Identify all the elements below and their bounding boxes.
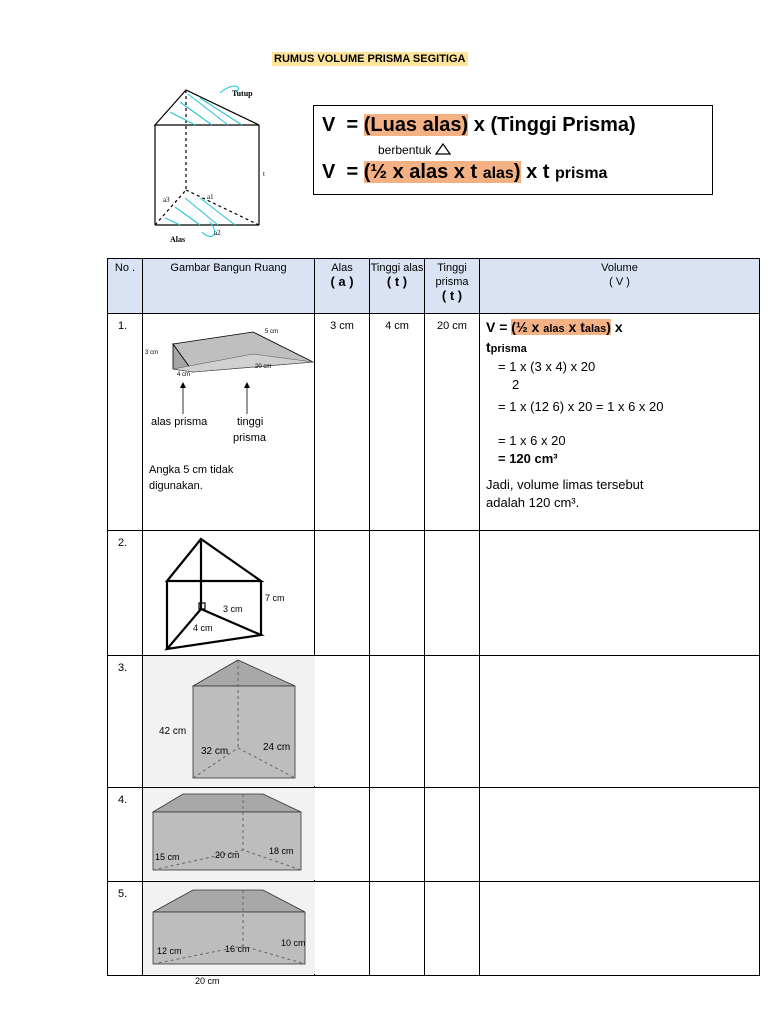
row-number: 4. xyxy=(108,788,143,882)
svg-text:12 cm: 12 cm xyxy=(157,946,182,956)
table-header-row xyxy=(108,259,760,314)
cell-tinggi-prisma xyxy=(425,656,480,788)
cell-alas xyxy=(315,656,370,788)
volume-formula-2: tprisma xyxy=(486,339,527,355)
step-1: = 1 x (3 x 4) x 20 xyxy=(498,359,596,374)
step-3: = 1 x 6 x 20 xyxy=(498,433,566,448)
cell-volume xyxy=(480,531,760,656)
cell-tinggi-alas xyxy=(370,656,425,788)
svg-text:3 cm: 3 cm xyxy=(145,350,159,356)
cell-alas: 3 cm xyxy=(315,314,370,531)
formula-box xyxy=(313,105,713,195)
prism-figure-3 xyxy=(143,656,315,786)
label-prisma: prisma xyxy=(233,432,267,444)
svg-text:10 cm: 10 cm xyxy=(281,938,306,948)
label-a3: a3 xyxy=(163,196,170,204)
cell-alas xyxy=(315,788,370,882)
cell-volume xyxy=(480,788,760,882)
formula-line-2: berbentuk xyxy=(378,143,451,157)
label-alas-prisma: alas prisma xyxy=(151,416,208,428)
svg-text:18 cm: 18 cm xyxy=(269,846,294,856)
page-title: RUMUS VOLUME PRISMA SEGITIGA xyxy=(274,53,466,65)
prism-diagram xyxy=(150,82,280,252)
label-a2: a2 xyxy=(214,229,221,237)
svg-text:7 cm: 7 cm xyxy=(265,593,285,603)
svg-text:20 cm: 20 cm xyxy=(215,850,240,860)
row-3-picture xyxy=(143,656,315,788)
prism-table xyxy=(107,258,760,976)
step-2: = 1 x (12 6) x 20 = 1 x 6 x 20 xyxy=(498,399,664,414)
svg-text:42 cm: 42 cm xyxy=(159,726,187,737)
row-4-picture xyxy=(143,788,315,882)
cell-alas xyxy=(315,531,370,656)
conclusion-1: Jadi, volume limas tersebut xyxy=(486,477,644,492)
row-number: 5. xyxy=(108,882,143,976)
note-line-2: digunakan. xyxy=(149,480,203,492)
note-line-1: Angka 5 cm tidak xyxy=(149,464,234,476)
cell-volume xyxy=(480,882,760,976)
cell-tinggi-alas xyxy=(370,788,425,882)
step-1-den: 2 xyxy=(512,377,520,392)
header-tinggi-prisma: Tinggi prisma ( t ) xyxy=(425,259,480,314)
svg-text:32 cm: 32 cm xyxy=(201,746,229,757)
row-5-bottom-label: 20 cm xyxy=(195,976,220,986)
cell-tinggi-prisma xyxy=(425,531,480,656)
table-row xyxy=(108,882,760,976)
cell-tinggi-alas xyxy=(370,531,425,656)
table-row xyxy=(108,788,760,882)
row-number: 2. xyxy=(108,531,143,656)
row-number: 1. xyxy=(108,314,143,531)
prism-figure-2 xyxy=(143,531,315,655)
table-row xyxy=(108,531,760,656)
label-tinggi: tinggi xyxy=(237,416,264,428)
step-4: = 120 cm³ xyxy=(498,451,558,466)
label-alas: Alas xyxy=(170,235,186,244)
prism-figure-4 xyxy=(143,788,315,880)
header-no: No . xyxy=(108,259,143,314)
cell-alas xyxy=(315,882,370,976)
svg-text:4 cm: 4 cm xyxy=(193,623,213,633)
row-1-picture xyxy=(143,314,315,531)
formula-line-1: V = (Luas alas) x (Tinggi Prisma) xyxy=(322,114,636,136)
header-alas: Alas ( a ) xyxy=(315,259,370,314)
row-5-picture xyxy=(143,882,315,976)
header-volume: Volume ( V ) xyxy=(480,259,760,314)
svg-text:3 cm: 3 cm xyxy=(223,604,243,614)
svg-text:20 cm: 20 cm xyxy=(255,364,272,370)
cell-tinggi-prisma: 20 cm xyxy=(425,314,480,531)
volume-formula: V = (½ x alas x talas) x xyxy=(486,319,623,335)
label-t: t xyxy=(263,170,265,178)
row-number: 3. xyxy=(108,656,143,788)
cell-volume xyxy=(480,656,760,788)
header-gambar: Gambar Bangun Ruang xyxy=(143,259,315,314)
formula-line-3: V = (½ x alas x t alas) x t prisma xyxy=(322,161,608,183)
svg-text:15 cm: 15 cm xyxy=(155,852,180,862)
luas-alas-highlight: (Luas alas) xyxy=(363,114,469,136)
row-2-picture xyxy=(143,531,315,656)
cell-tinggi-prisma xyxy=(425,882,480,976)
cell-volume xyxy=(480,314,760,531)
svg-text:16 cm: 16 cm xyxy=(225,944,250,954)
cell-tinggi-prisma xyxy=(425,788,480,882)
table-row xyxy=(108,656,760,788)
svg-text:5 cm: 5 cm xyxy=(265,329,279,335)
svg-text:4 cm: 4 cm xyxy=(177,372,191,378)
prism-figure-5 xyxy=(143,882,315,974)
triangle-icon xyxy=(435,143,451,155)
table-row xyxy=(108,314,760,531)
svg-text:24 cm: 24 cm xyxy=(263,742,291,753)
half-alas-highlight: (½ x alas x t alas) xyxy=(363,161,521,183)
cell-tinggi-alas xyxy=(370,882,425,976)
conclusion-2: adalah 120 cm³. xyxy=(486,495,580,510)
label-a1: a1 xyxy=(207,193,214,201)
cell-tinggi-alas: 4 cm xyxy=(370,314,425,531)
label-tutup: Tutup xyxy=(232,89,253,98)
header-tinggi-alas: Tinggi alas ( t ) xyxy=(370,259,425,314)
